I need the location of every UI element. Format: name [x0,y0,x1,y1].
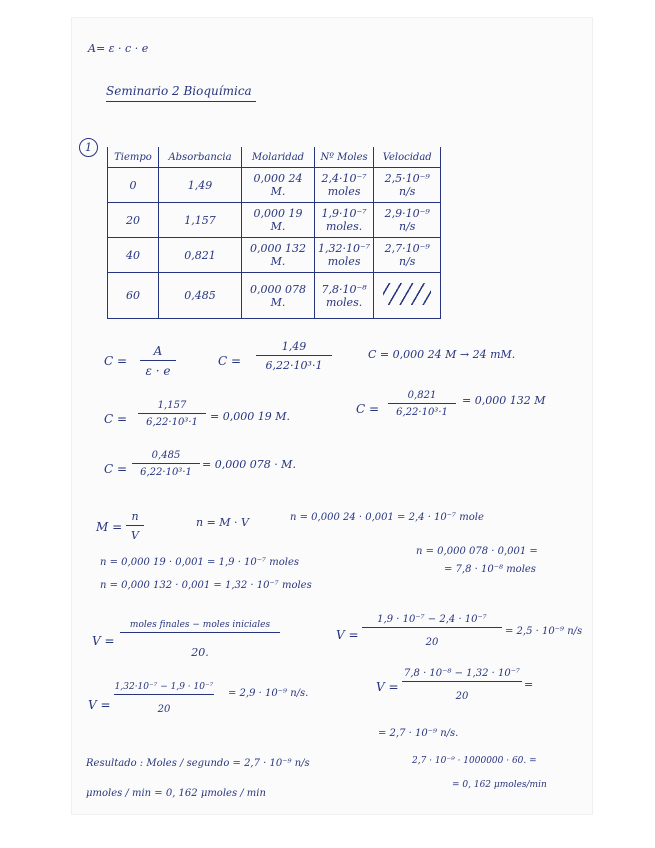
table-cell: 0,000 132 M. [242,238,315,273]
c3-lhs: C = [104,412,128,426]
n3-calc: n = 0,000 132 · 0,001 = 1,32 · 10⁻⁷ moles [100,580,312,591]
table-row [108,238,441,273]
result-calc: 2,7 · 10⁻⁹ · 1000000 · 60. = [412,756,537,766]
v3-result: = [524,678,534,691]
fraction-denominator: 20. [191,646,209,659]
fraction-numerator: 1,49 [281,340,307,353]
fraction-bar [114,694,214,695]
c2-lhs: C = [218,354,242,368]
table-cell: 1,49 [159,168,242,203]
result-umol: μmoles / min = 0, 162 μmoles / min [86,788,266,799]
fraction-bar [388,403,456,404]
c2-result: C = 0,000 24 M → 24 mM. [368,348,516,361]
v1-result: = 2,5 · 10⁻⁹ n/s [505,626,583,637]
fraction-numerator: n [131,510,139,523]
fraction-denominator: ε · e [145,364,171,378]
n4-calc: n = 0,000 078 · 0,001 = [416,546,538,557]
table-cell-hatched [374,273,441,319]
table-cell: 0,000 19 M. [242,203,315,238]
fraction-denominator: 20 [157,704,171,715]
fraction-bar [120,632,280,633]
fraction-denominator: 6,22·10³·1 [140,467,192,478]
table-cell: 0,821 [159,238,242,273]
table-cell: 0 [108,168,159,203]
result-label: Resultado : Moles / segundo = 2,7 · 10⁻⁹ n/s [86,758,310,769]
c4-result: = 0,000 132 M [462,394,546,407]
fraction-denominator: 6,22·10³·1 [265,359,323,372]
v2-fraction [114,682,214,715]
header-velocity: Velocidad [374,147,441,168]
c-formula-fraction [140,344,176,378]
table-cell: 2,4·10⁻⁷ moles [315,168,374,203]
table-cell: 2,7·10⁻⁹ n/s [374,238,441,273]
table-row [108,273,441,319]
fraction-numerator: 0,485 [151,450,181,461]
c2-fraction [256,340,332,372]
c5-lhs: C = [104,462,128,476]
table-cell: 1,9·10⁻⁷ moles. [315,203,374,238]
fraction-bar [132,463,200,464]
absorbance-formula: A= ε · c · e [88,42,149,55]
v2-result: = 2,9 · 10⁻⁹ n/s. [228,688,309,699]
fraction-denominator: 20 [425,637,439,648]
table-cell: 20 [108,203,159,238]
v-formula-fraction [120,620,280,659]
header-moles: Nº Moles [315,147,374,168]
n2-calc: n = 0,000 19 · 0,001 = 1,9 · 10⁻⁷ moles [100,557,299,568]
page-title: Seminario 2 Bioquímica [106,84,256,102]
n4-result: = 7,8 · 10⁻⁸ moles [444,564,536,575]
v1-fraction [362,614,502,648]
fraction-denominator: 6,22·10³·1 [396,407,448,418]
c4-fraction [388,390,456,418]
fraction-numerator: 1,32·10⁻⁷ − 1,9 · 10⁻⁷ [114,682,214,692]
c3-fraction [138,400,206,428]
m-lhs: M = [96,520,123,534]
fraction-denominator: 6,22·10³·1 [146,417,198,428]
fraction-bar [138,413,206,414]
v1-lhs: V = [336,628,359,642]
table-row [108,168,441,203]
result-final: = 0, 162 μmoles/min [452,780,547,790]
header-molarity: Molaridad [242,147,315,168]
fraction-denominator: 20 [455,691,469,702]
n-formula: n = M · V [196,516,249,529]
header-absorbance: Absorbancia [159,147,242,168]
fraction-numerator: 0,821 [407,390,437,401]
table-cell: 7,8·10⁻⁸ moles. [315,273,374,319]
c4-lhs: C = [356,402,380,416]
hatch-mark [383,283,431,305]
fraction-numerator: moles finales − moles iniciales [129,620,271,630]
data-table [107,147,441,319]
fraction-bar [126,525,144,526]
table-cell: 2,5·10⁻⁹ n/s [374,168,441,203]
fraction-denominator: V [131,529,139,542]
m-fraction [126,510,144,542]
v3-final: = 2,7 · 10⁻⁹ n/s. [378,728,459,739]
table-cell: 0,000 078 M. [242,273,315,319]
c3-result: = 0,000 19 M. [210,410,290,423]
c5-result: = 0,000 078 · M. [202,458,296,471]
v-lhs: V = [92,634,115,648]
v3-lhs: V = [376,680,399,694]
table-cell: 60 [108,273,159,319]
fraction-bar [140,360,176,361]
fraction-numerator: 7,8 · 10⁻⁸ − 1,32 · 10⁻⁷ [403,668,520,679]
fraction-bar [256,355,332,356]
fraction-bar [402,681,522,682]
table-row [108,203,441,238]
table-cell: 0,000 24 M. [242,168,315,203]
table-cell: 1,157 [159,203,242,238]
header-time: Tiempo [108,147,159,168]
fraction-numerator: 1,157 [157,400,187,411]
c5-fraction [132,450,200,478]
table-cell: 0,485 [159,273,242,319]
n1-calc: n = 0,000 24 · 0,001 = 2,4 · 10⁻⁷ mole [290,512,484,523]
fraction-numerator: A [153,344,163,358]
fraction-numerator: 1,9 · 10⁻⁷ − 2,4 · 10⁻⁷ [377,614,487,625]
v2-lhs: V = [88,698,111,712]
table-cell: 1,32·10⁻⁷ moles [315,238,374,273]
exercise-number: 1 [79,138,98,157]
fraction-bar [362,627,502,628]
table-cell: 40 [108,238,159,273]
v3-fraction [402,668,522,702]
c-lhs: C = [104,354,128,368]
table-cell: 2,9·10⁻⁹ n/s [374,203,441,238]
